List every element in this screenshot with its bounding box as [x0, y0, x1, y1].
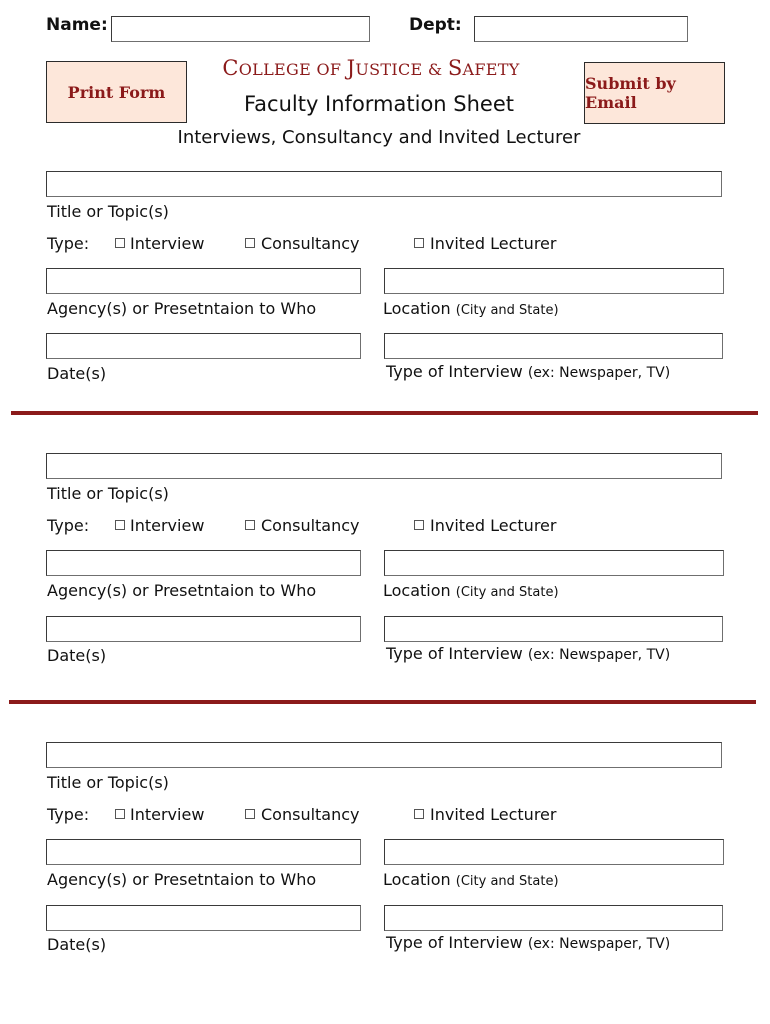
title-field[interactable]: [46, 742, 722, 768]
location-label: Location (City and State): [383, 581, 559, 600]
date-label: Date(s): [47, 646, 107, 665]
section-divider: [11, 411, 758, 415]
agency-field[interactable]: [46, 550, 361, 576]
date-field[interactable]: [46, 616, 361, 642]
agency-label: Agency(s) or Presetntaion to Who: [47, 581, 317, 600]
name-label: Name:: [46, 15, 108, 35]
type-label: Type:: [47, 516, 90, 535]
type-label: Type:: [47, 805, 90, 824]
location-field[interactable]: [384, 268, 724, 294]
invited-lecturer-checkbox[interactable]: [414, 809, 424, 819]
date-field[interactable]: [46, 905, 361, 931]
dept-label: Dept:: [409, 15, 462, 35]
consultancy-option-label: Consultancy: [261, 805, 360, 824]
section-divider: [9, 700, 756, 704]
interview-type-label: Type of Interview (ex: Newspaper, TV): [386, 362, 671, 381]
agency-label: Agency(s) or Presetntaion to Who: [47, 870, 317, 889]
interview-checkbox[interactable]: [115, 809, 125, 819]
title-label: Title or Topic(s): [47, 484, 169, 503]
consultancy-checkbox[interactable]: [245, 809, 255, 819]
type-label: Type:: [47, 234, 90, 253]
date-field[interactable]: [46, 333, 361, 359]
invited-lecturer-option-label: Invited Lecturer: [430, 805, 557, 824]
title-field[interactable]: [46, 453, 722, 479]
interview-option-label: Interview: [130, 234, 205, 253]
submit-by-email-button[interactable]: Submit by Email: [584, 62, 725, 124]
location-field[interactable]: [384, 550, 724, 576]
consultancy-checkbox[interactable]: [245, 520, 255, 530]
invited-lecturer-checkbox[interactable]: [414, 238, 424, 248]
invited-lecturer-checkbox[interactable]: [414, 520, 424, 530]
agency-label: Agency(s) or Presetntaion to Who: [47, 299, 317, 318]
interview-type-field[interactable]: [384, 333, 723, 359]
consultancy-option-label: Consultancy: [261, 234, 360, 253]
interview-type-label: Type of Interview (ex: Newspaper, TV): [386, 644, 671, 663]
location-label: Location (City and State): [383, 299, 559, 318]
interview-type-label: Type of Interview (ex: Newspaper, TV): [386, 933, 671, 952]
invited-lecturer-option-label: Invited Lecturer: [430, 234, 557, 253]
invited-lecturer-option-label: Invited Lecturer: [430, 516, 557, 535]
consultancy-option-label: Consultancy: [261, 516, 360, 535]
agency-field[interactable]: [46, 839, 361, 865]
date-label: Date(s): [47, 364, 107, 383]
interview-checkbox[interactable]: [115, 238, 125, 248]
page-subtitle: Interviews, Consultancy and Invited Lecturer: [177, 127, 581, 148]
consultancy-checkbox[interactable]: [245, 238, 255, 248]
college-name: COLLEGE OF JUSTICE & SAFETY: [222, 56, 520, 80]
dept-field[interactable]: [474, 16, 688, 42]
name-field[interactable]: [111, 16, 370, 42]
interview-type-field[interactable]: [384, 905, 723, 931]
interview-option-label: Interview: [130, 805, 205, 824]
page-title: Faculty Information Sheet: [244, 92, 514, 116]
date-label: Date(s): [47, 935, 107, 954]
title-label: Title or Topic(s): [47, 202, 169, 221]
agency-field[interactable]: [46, 268, 361, 294]
print-form-button[interactable]: Print Form: [46, 61, 187, 123]
title-field[interactable]: [46, 171, 722, 197]
title-label: Title or Topic(s): [47, 773, 169, 792]
location-field[interactable]: [384, 839, 724, 865]
interview-type-field[interactable]: [384, 616, 723, 642]
location-label: Location (City and State): [383, 870, 559, 889]
interview-option-label: Interview: [130, 516, 205, 535]
interview-checkbox[interactable]: [115, 520, 125, 530]
